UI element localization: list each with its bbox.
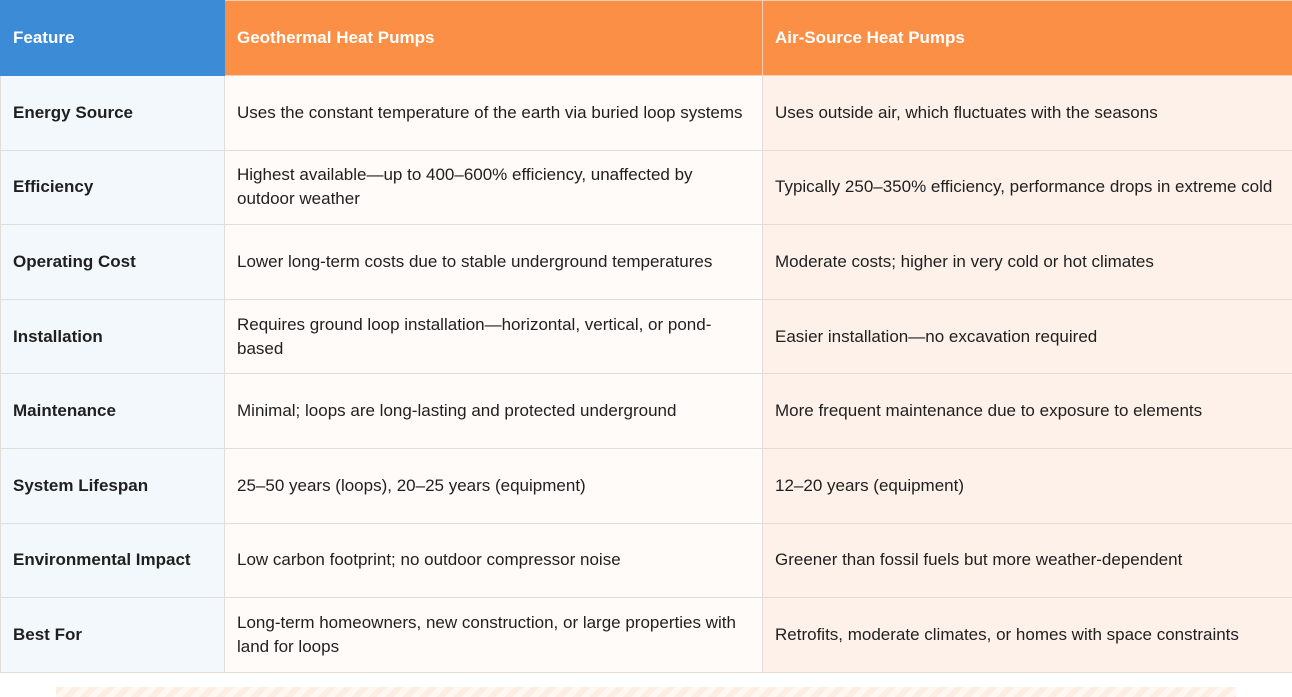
table-row	[1, 76, 1292, 151]
table-row	[1, 299, 1292, 374]
feature-cell: Efficiency	[1, 150, 225, 225]
geothermal-cell: Low carbon footprint; no outdoor compressor noise	[225, 523, 763, 598]
air-source-cell: Moderate costs; higher in very cold or hot climates	[763, 225, 1292, 300]
air-source-cell: Greener than fossil fuels but more weather-dependent	[763, 523, 1292, 598]
feature-cell: Maintenance	[1, 374, 225, 449]
geothermal-cell: Minimal; loops are long-lasting and protected underground	[225, 374, 763, 449]
feature-cell: Installation	[1, 299, 225, 374]
air-source-cell: Uses outside air, which fluctuates with the seasons	[763, 76, 1292, 151]
geothermal-cell: Highest available—up to 400–600% efficiency, unaffected by outdoor weather	[225, 150, 763, 225]
feature-cell: Best For	[1, 598, 225, 673]
geothermal-cell: Long-term homeowners, new construction, or large properties with land for loops	[225, 598, 763, 673]
table-row	[1, 374, 1292, 449]
table-row	[1, 523, 1292, 598]
geothermal-cell: Requires ground loop installation—horizontal, vertical, or pond-based	[225, 299, 763, 374]
air-source-cell: More frequent maintenance due to exposure to elements	[763, 374, 1292, 449]
air-source-cell: Retrofits, moderate climates, or homes with space constraints	[763, 598, 1292, 673]
table-header-row	[1, 1, 1292, 76]
air-source-cell: Typically 250–350% efficiency, performance drops in extreme cold	[763, 150, 1292, 225]
table-row	[1, 448, 1292, 523]
feature-cell: Operating Cost	[1, 225, 225, 300]
table-row	[1, 225, 1292, 300]
header-air-source: Air-Source Heat Pumps	[763, 1, 1292, 76]
feature-cell: System Lifespan	[1, 448, 225, 523]
air-source-cell: 12–20 years (equipment)	[763, 448, 1292, 523]
feature-cell: Energy Source	[1, 76, 225, 151]
header-geothermal: Geothermal Heat Pumps	[225, 1, 763, 76]
header-feature: Feature	[1, 1, 225, 76]
geothermal-cell: Lower long-term costs due to stable underground temperatures	[225, 225, 763, 300]
table-row	[1, 150, 1292, 225]
table-row	[1, 598, 1292, 673]
air-source-cell: Easier installation—no excavation required	[763, 299, 1292, 374]
feature-cell: Environmental Impact	[1, 523, 225, 598]
decorative-footer-strip	[56, 687, 1236, 697]
geothermal-cell: 25–50 years (loops), 20–25 years (equipment)	[225, 448, 763, 523]
geothermal-cell: Uses the constant temperature of the earth via buried loop systems	[225, 76, 763, 151]
